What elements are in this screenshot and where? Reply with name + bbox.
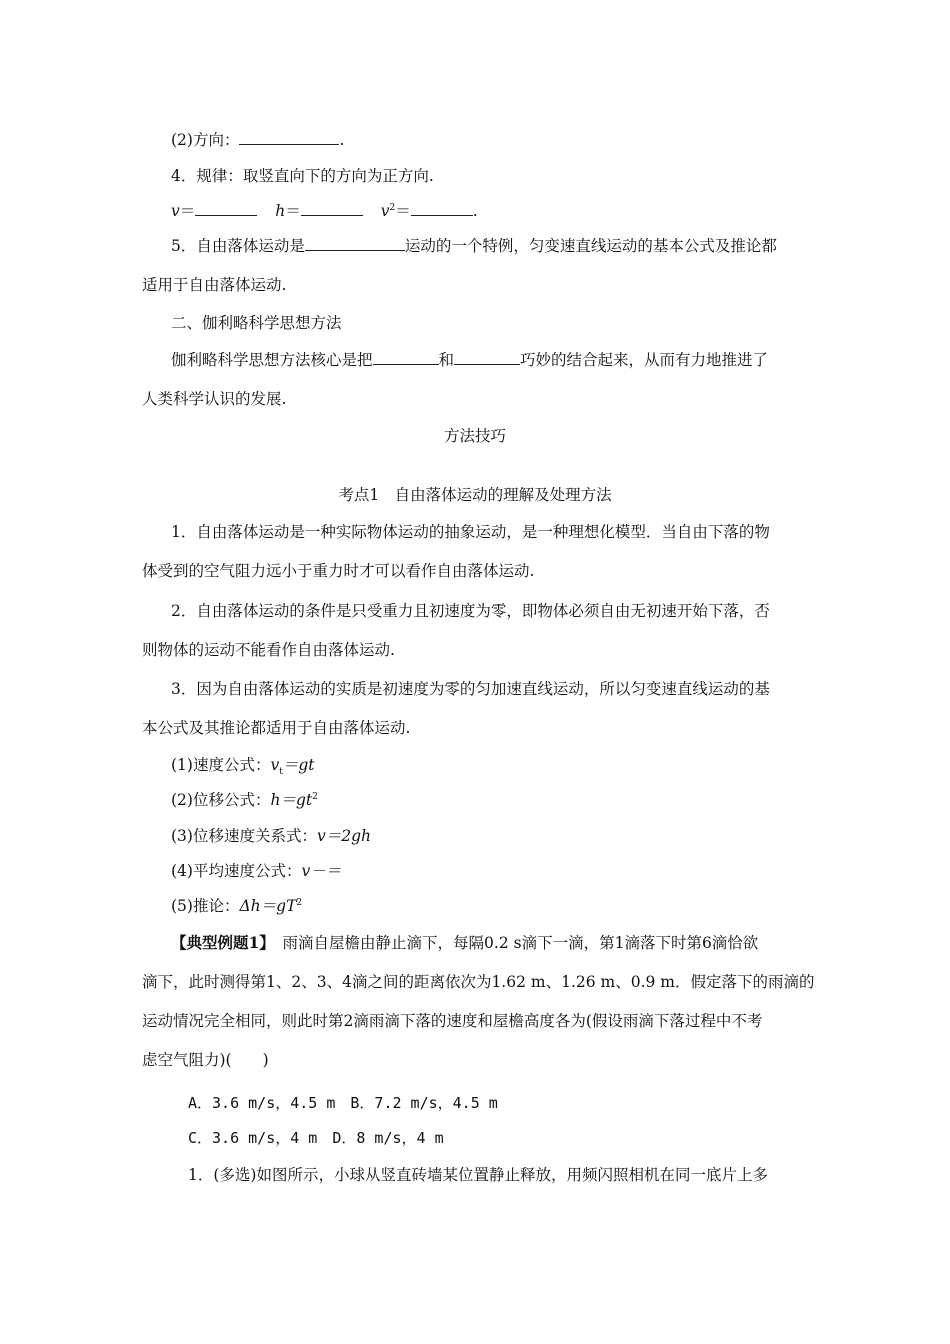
formula-average-velocity: (4)平均速度公式：v－＝ [171,862,342,880]
section-heading: 方法技巧 [443,427,506,445]
answer-blank [305,236,405,251]
paragraph-line: 3．因为自由落体运动的实质是初速度为零的匀加速直线运动，所以匀变速直线运动的基 [171,680,770,698]
formula-displacement: (2)位移公式：$h=gt^2$ [171,791,318,809]
paragraph-line: 则物体的运动不能看作自由落体运动. [142,641,395,659]
formula-velocity: (1)速度公式：$v_t=gt$ [171,756,315,778]
section-title: 二、伽利略科学思想方法 [171,314,342,332]
formula-corollary: (5)推论：$\Delta h=gT^2$ [171,897,303,915]
subsection-heading: 考点1 自由落体运动的理解及处理方法 [338,486,612,504]
answer-blank [301,201,363,216]
paragraph-line: 2．自由落体运动的条件是只受重力且初速度为零，即物体必须自由无初速开始下落，否 [171,602,770,620]
paragraph-line: 人类科学认识的发展. [142,390,287,408]
paragraph-line: 1．自由落体运动是一种实际物体运动的抽象运动，是一种理想化模型．当自由下落的物 [171,523,770,541]
paragraph-line: 适用于自由落体运动. [142,276,287,294]
paragraph-line: 伽利略科学思想方法核心是把 和 巧妙的结合起来，从而有力地推进了 [171,351,769,369]
question-line: 1．(多选)如图所示，小球从竖直砖墙某位置静止释放，用频闪照相机在同一底片上多 [188,1166,768,1184]
example-line: 虑空气阻力)( ) [142,1051,269,1069]
paragraph-line: 体受到的空气阻力远小于重力时才可以看作自由落体运动. [142,562,535,580]
answer-blank [454,350,520,365]
options-ab: A．3.6 m/s，4.5 m B．7.2 m/s，4.5 m [188,1094,498,1112]
example-line: 运动情况完全相同，则此时第2滴雨滴下落的速度和屋檐高度各为(假设雨滴下落过程中不考 [142,1012,763,1030]
rule-line: 4．规律：取竖直向下的方向为正方向. [171,167,434,185]
paragraph-line: 本公式及其推论都适用于自由落体运动. [142,719,411,737]
example-line: 滴下，此时测得第1、2、3、4滴之间的距离依次为1.62 m、1.26 m、0.9 m．假定落下的雨滴的 [142,973,815,991]
formula-velocity-displacement: (3)位移速度关系式：v＝2gh [171,827,371,845]
paragraph-line: 5．自由落体运动是 运动的一个特例，匀变速直线运动的基本公式及推论都 [171,237,777,255]
answer-blank [373,350,439,365]
example-tag: 【典型例题1】 [171,933,268,952]
example-line: 【典型例题1】 雨滴自屋檐由静止滴下，每隔0.2 s滴下一滴，第1滴落下时第6滴恰欲 [171,933,759,952]
options-cd: C．3.6 m/s，4 m D．8 m/s，4 m [188,1129,444,1147]
direction-line: (2)方向： . [171,131,345,149]
answer-blank [195,201,257,216]
formula-blanks-line: $v= h= v^2=$ . [171,202,478,220]
answer-blank [239,130,339,145]
answer-blank [411,201,473,216]
